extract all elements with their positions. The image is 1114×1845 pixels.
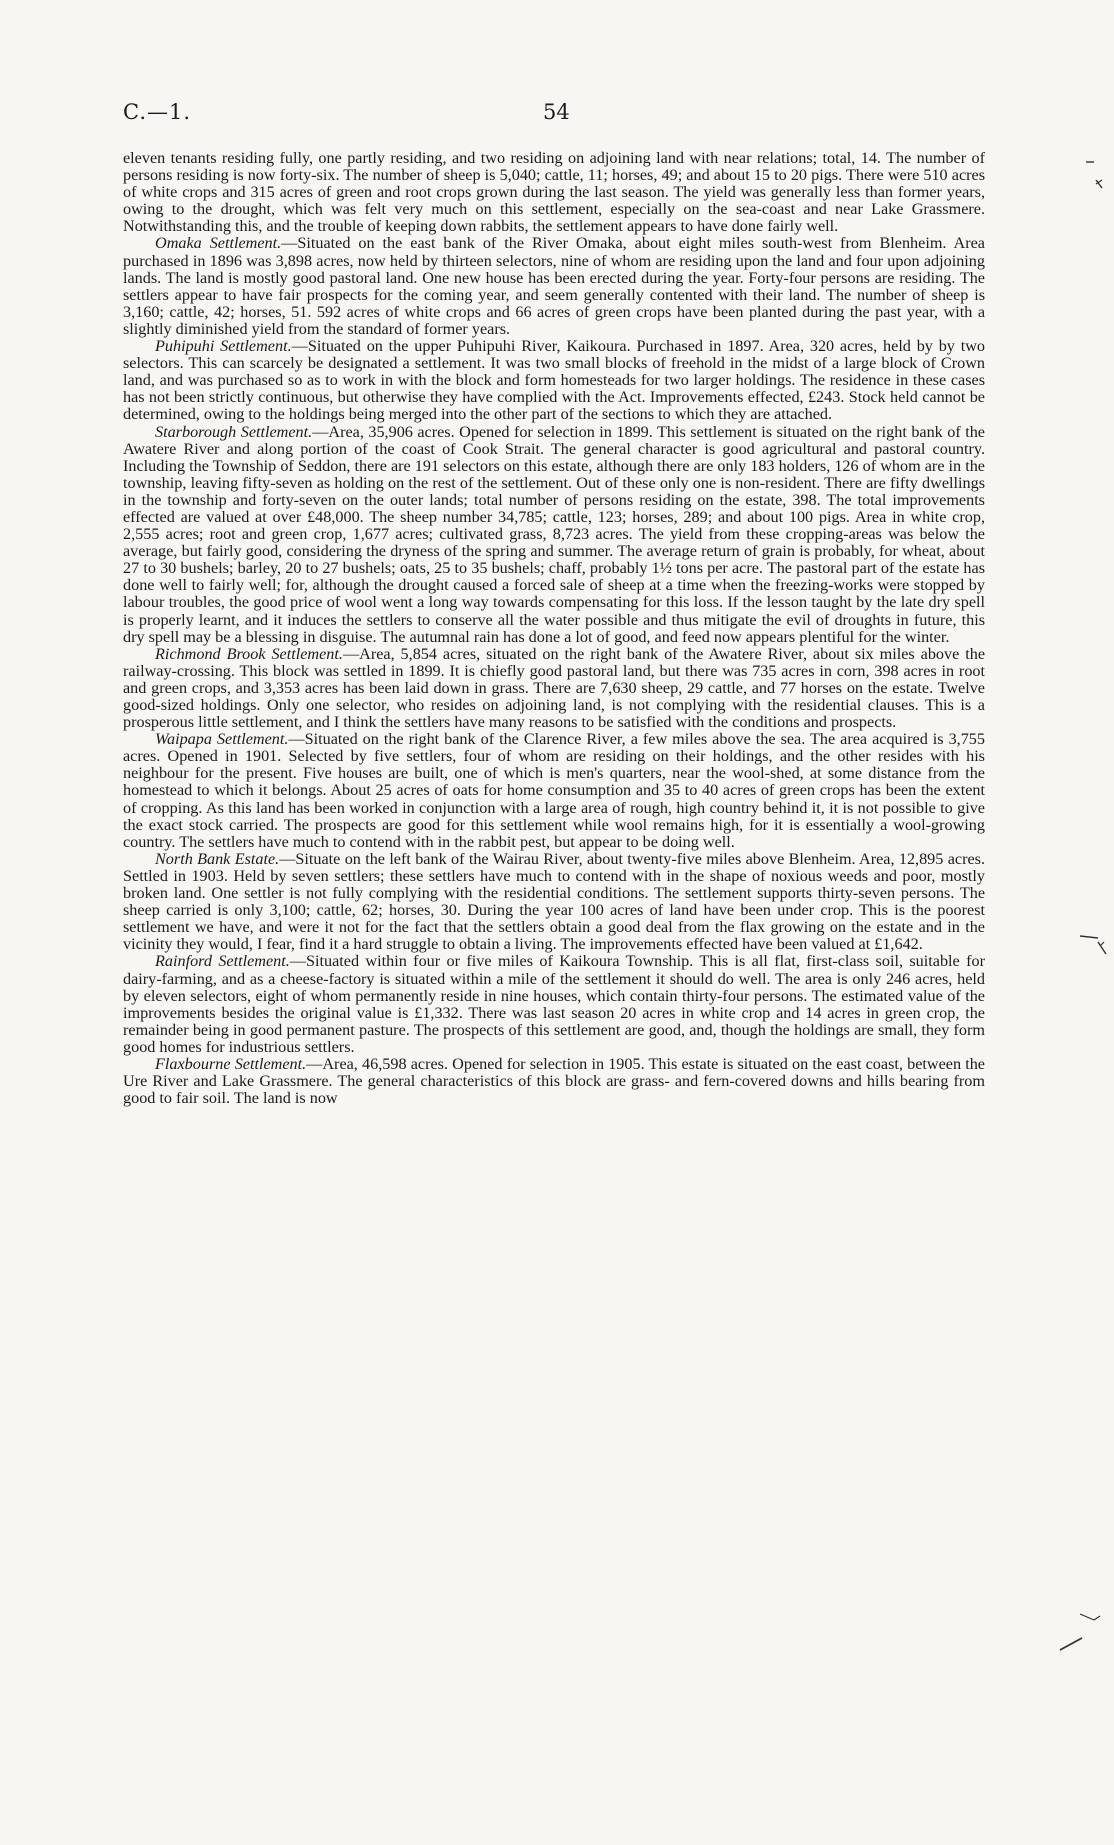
paragraph-title: North Bank Estate. [155,849,280,868]
paragraph-continued [123,150,985,235]
paragraph-richmond-brook [123,646,985,731]
paragraph-body: —Area, 35,906 acres. Opened for selection in 1899. This settlement is situated on the right bank of the Awatere River and along portion of the coast of Cook Strait. The general character is good agricultural and pastoral country. Including the Township of Seddon, there are 191 selectors on this estate, although there are only 183 holders, 126 of whom are in the township, leaving fifty-seven as holding on the rest of the settlement. Out of these only one is non-resident. There are fifty dwellings in the township and forty-seven on the outer lands; total number of persons residing on the estate, 398. The total improvements effected are valued at over £48,000. The sheep number 34,785; cattle, 123; horses, 289; and about 100 pigs. Area in white crop, 2,555 acres; root and green crop, 1,677 acres; cultivated grass, 8,723 acres. The yield from these cropping-areas was below the average, but fairly good, considering the dryness of the spring and summer. The average return of grain is probably, for wheat, about 27 to 30 bushels; barley, 20 to 27 bushels; oats, 25 to 35 bushels; chaff, probably 1½ tons per acre. The pastoral part of the estate has done well to fairly well; for, although the drought caused a forced sale of sheep at a time when the freezing-works were stopped by labour troubles, the good price of wool went a long way towards compensating for this loss. If the lesson taught by the late dry spell is properly learnt, and it induces the settlers to conserve all the water possible and thus mitigate the evil of droughts in future, this dry spell may be a blessing in disguise. The autumnal rain has done a lot of good, and feed now appears plentiful for the winter. [123,422,985,646]
margin-mark-icon [1082,150,1110,190]
paragraph-rainford [123,953,985,1056]
paragraph-title: Rainford Settlement. [155,952,290,971]
paragraph-body: —Situated within four or five miles of Kaikoura Township. This is all flat, first-class soil, suitable for dairy-farming, and as a cheese-factory is situated within a mile of the settlement it should do well. The area is only 246 acres, held by eleven selectors, eight of whom permanently reside in nine houses, which contain thirty-four persons. The estimated value of the improvements besides the original value is £1,332. There was last season 20 acres in white crop and 14 acres in green crop, the remainder being in good permanent pasture. The prospects of this settlement are good, and, though the holdings are small, they form good homes for industrious settlers. [123,952,985,1056]
paragraph-title: Flaxbourne Settlement. [155,1054,307,1073]
paragraph-title: Richmond Brook Settlement. [155,644,343,663]
page-header [123,100,983,128]
page-number: 54 [543,100,570,124]
paragraph-title: Puhipuhi Settlement. [155,337,292,356]
paragraph-body: —Situate on the left bank of the Wairau River, about twenty-five miles above Blenheim. Area, 12,895 acres. Settled in 1903. Held by seven settlers; these settlers have much to contend with in the shape of noxious weeds and poor, mostly broken land. One settler is not fully complying with the residential conditions. The settlement supports thirty-seven persons. The sheep carried is only 3,100; cattle, 62; horses, 30. During the year 100 acres of land have been under crop. This is the poorest settlement we have, and were it not for the fact that the settlers obtain a good deal from the flax growing on the estate and in the vicinity they would, I fear, find it a hard struggle to obtain a living. The improvements effected have been valued at £1,642. [123,849,985,954]
paragraph-waipapa [123,731,985,851]
paragraph-starborough [123,424,985,646]
paragraph-body: —Situated on the east bank of the River Omaka, about eight miles south-west from Blenheim. Area purchased in 1896 was 3,898 acres, now held by thirteen selectors, nine of whom are residing upon the land and four upon adjoining lands. The land is mostly good pastoral land. One new house has been erected during the year. Forty-four persons are residing. The settlers appear to have fair prospects for the coming year, and seem generally contented with their land. The number of sheep is 3,160; cattle, 42; horses, 51. 592 acres of white crops and 66 acres of green crops have been planted during the past year, with a slightly diminished yield from the standard of former years. [123,234,985,338]
margin-mark-icon [1054,1608,1104,1658]
paragraph-north-bank [123,851,985,954]
paragraph-body: —Situated on the right bank of the Clarence River, a few miles above the sea. The area acquired is 3,755 acres. Opened in 1901. Selected by five settlers, four of whom are residing on their holdings, and the other resides with his neighbour for the present. Five houses are built, one of which is men's quarters, near the wool-shed, at some distance from the homestead to which it belongs. About 25 acres of oats for home consumption and 35 to 40 acres of green crops has been the extent of cropping. As this land has been worked in conjunction with a large area of rough, high country behind it, it is not possible to give the exact stock carried. The prospects are good for this settlement while wool remains high, for it is essentially a wool-growing country. The settlers have much to contend with in the rabbit pest, but appear to be doing well. [123,730,985,851]
paragraph-puhipuhi [123,338,985,423]
paragraph-body: —Situated on the upper Puhipuhi River, Kaikoura. Purchased in 1897. Area, 320 acres, held by by two selectors. This can scarcely be designated a settlement. It was two small blocks of freehold in the midst of a large block of Crown land, and was purchased so as to work in with the block and form homesteads for two larger holdings. The residence in these cases has not been strictly continuous, but otherwise they have complied with the Act. Improvements effected, £243. Stock held cannot be determined, owing to the holdings being merged into the other part of the sections to which they are attached. [123,337,985,424]
paragraph-title: Waipapa Settlement. [155,730,289,749]
body-text [123,150,985,1107]
paragraph-title: Omaka Settlement. [155,234,282,253]
paragraph-body: —Area, 46,598 acres. Opened for selection in 1905. This estate is situated on the east coast, between the Ure River and Lake Grassmere. The general characteristics of this block are grass- and fern-covered downs and hills bearing from good to fair soil. The land is now [123,1054,985,1108]
paragraph-title: Starborough Settlement. [155,422,313,441]
paragraph-omaka [123,235,985,338]
document-reference: C.—1. [123,100,192,124]
margin-mark-icon [1078,930,1110,970]
paragraph-body: eleven tenants residing fully, one partly residing, and two residing on adjoining land with near relations; total, 14. The number of persons residing is now forty-six. The number of sheep is 5,040; cattle, 11; horses, 49; and about 15 to 20 pigs. There were 510 acres of white crops and 315 acres of green and root crops grown during the last season. The yield was generally less than former years, owing to the drought, which was felt very much on this settlement, especially on the sea-coast and near Lake Grassmere. Notwithstanding this, and the trouble of keeping down rabbits, the settlement appears to have done fairly well. [123,149,985,236]
paragraph-body: —Area, 5,854 acres, situated on the right bank of the Awatere River, about six miles above the railway-crossing. This block was settled in 1899. It is chiefly good pastoral land, but there was 735 acres in corn, 398 acres in root and green crops, and 3,353 acres has been laid down in grass. There are 7,630 sheep, 29 cattle, and 77 horses on the estate. Twelve good-sized holdings. Only one selector, who resides on adjoining land, is not complying with the residential clauses. This is a prosperous little settlement, and I think the settlers have many reasons to be satisfied with the conditions and prospects. [123,644,986,732]
paragraph-flaxbourne [123,1056,985,1107]
